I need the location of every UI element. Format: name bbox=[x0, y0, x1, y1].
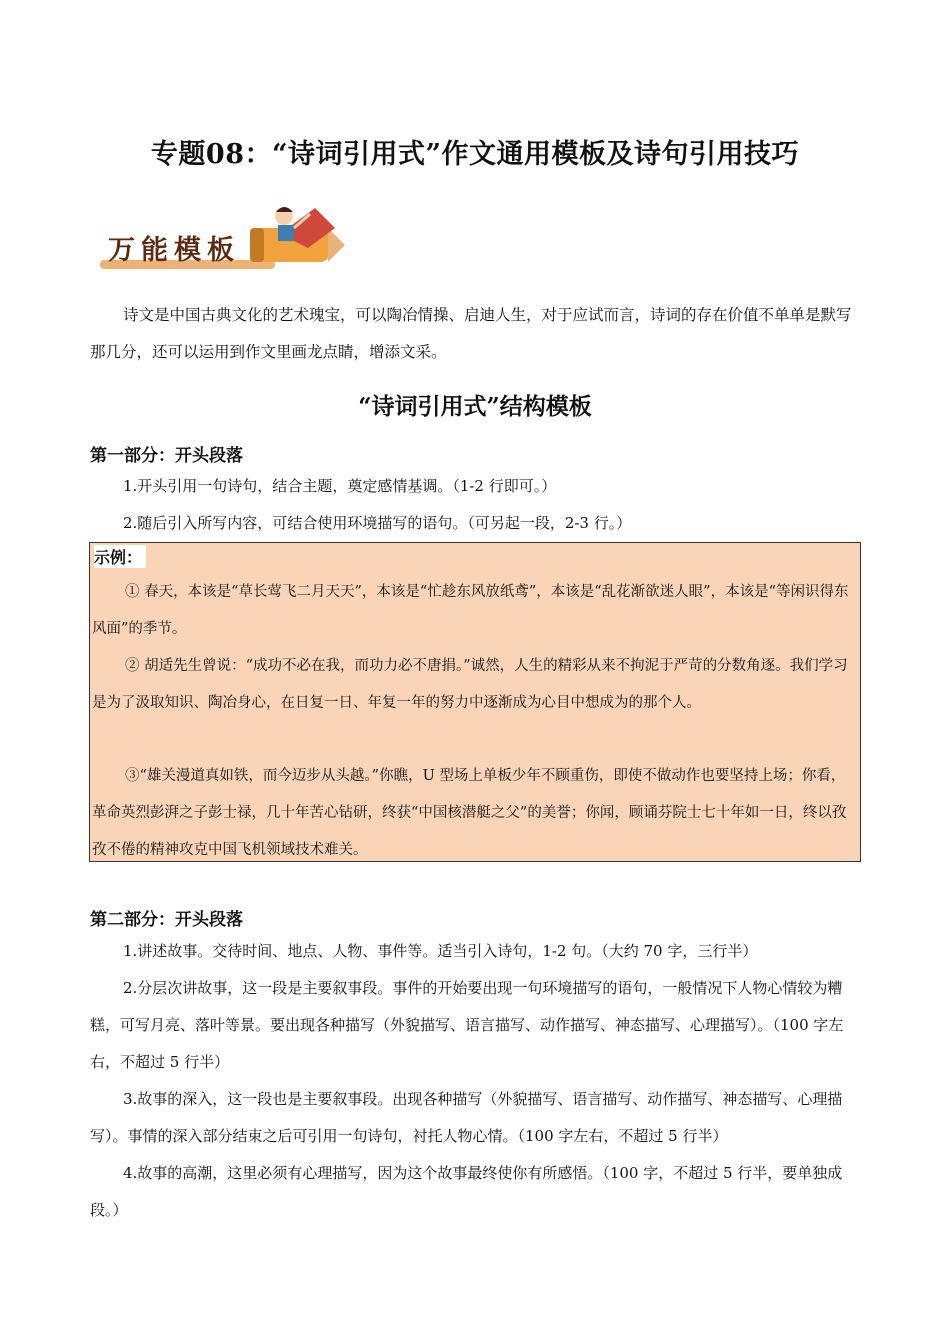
example-label: 示例： bbox=[94, 545, 146, 568]
banner-label: 万能模板 bbox=[108, 235, 240, 266]
part1-item: 1.开头引用一句诗句，结合主题，奠定感情基调。（1-2 行即可。） bbox=[123, 477, 557, 495]
page-title: 专题08：“诗词引用式”作文通用模板及诗句引用技巧 bbox=[150, 139, 800, 170]
part1-item: 2.随后引入所写内容，可结合使用环境描写的语句。（可另起一段，2-3 行。） bbox=[123, 514, 632, 532]
part1-heading: 第一部分：开头段落 bbox=[90, 446, 243, 466]
part2-item: 4.故事的高潮，这里必须有心理描写，因为这个故事最终使你有所感悟。（100 字，不超过 5 行半，要单独成段。） bbox=[90, 1164, 843, 1219]
part2-item: 1.讲述故事。交待时间、地点、人物、事件等。适当引入诗句，1-2 句。（大约 70 字，三行半） bbox=[123, 942, 758, 960]
part2-heading: 第二部分：开头段落 bbox=[90, 910, 243, 930]
part2-item: 2.分层次讲故事，这一段是主要叙事段。事件的开始要出现一句环境描写的语句，一般情况下人物心情较为糟糕，可写月亮、落叶等景。要出现各种描写（外貌描写、语言描写、动作描写、神态描写、心理描写）。（100 字左右，不超过 5 行半） bbox=[90, 979, 844, 1071]
intro-paragraph: 诗文是中国古典文化的艺术瑰宝，可以陶冶情操、启迪人生，对于应试而言，诗词的存在价值不单单是默写那几分，还可以运用到作文里画龙点睛，增添文采。 bbox=[90, 306, 852, 361]
example-paragraph: ① 春天，本该是“草长莺飞二月天天”，本该是“忙趁东风放纸鸢”，本该是“乱花渐欲迷人眼”，本该是“等闲识得东风面”的季节。 bbox=[92, 584, 849, 637]
section-title: “诗词引用式”结构模板 bbox=[358, 393, 592, 420]
banner-graphic bbox=[100, 198, 345, 288]
example-box bbox=[89, 542, 861, 862]
part2-item: 3.故事的深入，这一段也是主要叙事段。出现各种描写（外貌描写、语言描写、动作描写、神态描写、心理描写）。事情的深入部分结束之后可引用一句诗句，衬托人物心情。（100 字左右，不超过 5 行半） bbox=[90, 1090, 843, 1145]
example-paragraph: ② 胡适先生曾说：“成功不必在我，而功力必不唐捐。”诚然，人生的精彩从来不拘泥于严苛的分数角逐。我们学习是为了汲取知识、陶冶身心，在日复一日、年复一年的努力中逐渐成为心目中想成为的那个人。 bbox=[92, 658, 848, 711]
example-paragraph: ③“雄关漫道真如铁，而今迈步从头越。”你瞧，U 型场上单板少年不顾重伤，即使不做动作也要坚持上场；你看，革命英烈彭湃之子彭士禄，几十年苦心钻研，终获“中国核潜艇之父”的美誉；你闻，顾诵芬院士七十年如一日，终以孜孜不倦的精神攻克中国飞机领域技术难关。 bbox=[92, 768, 847, 858]
